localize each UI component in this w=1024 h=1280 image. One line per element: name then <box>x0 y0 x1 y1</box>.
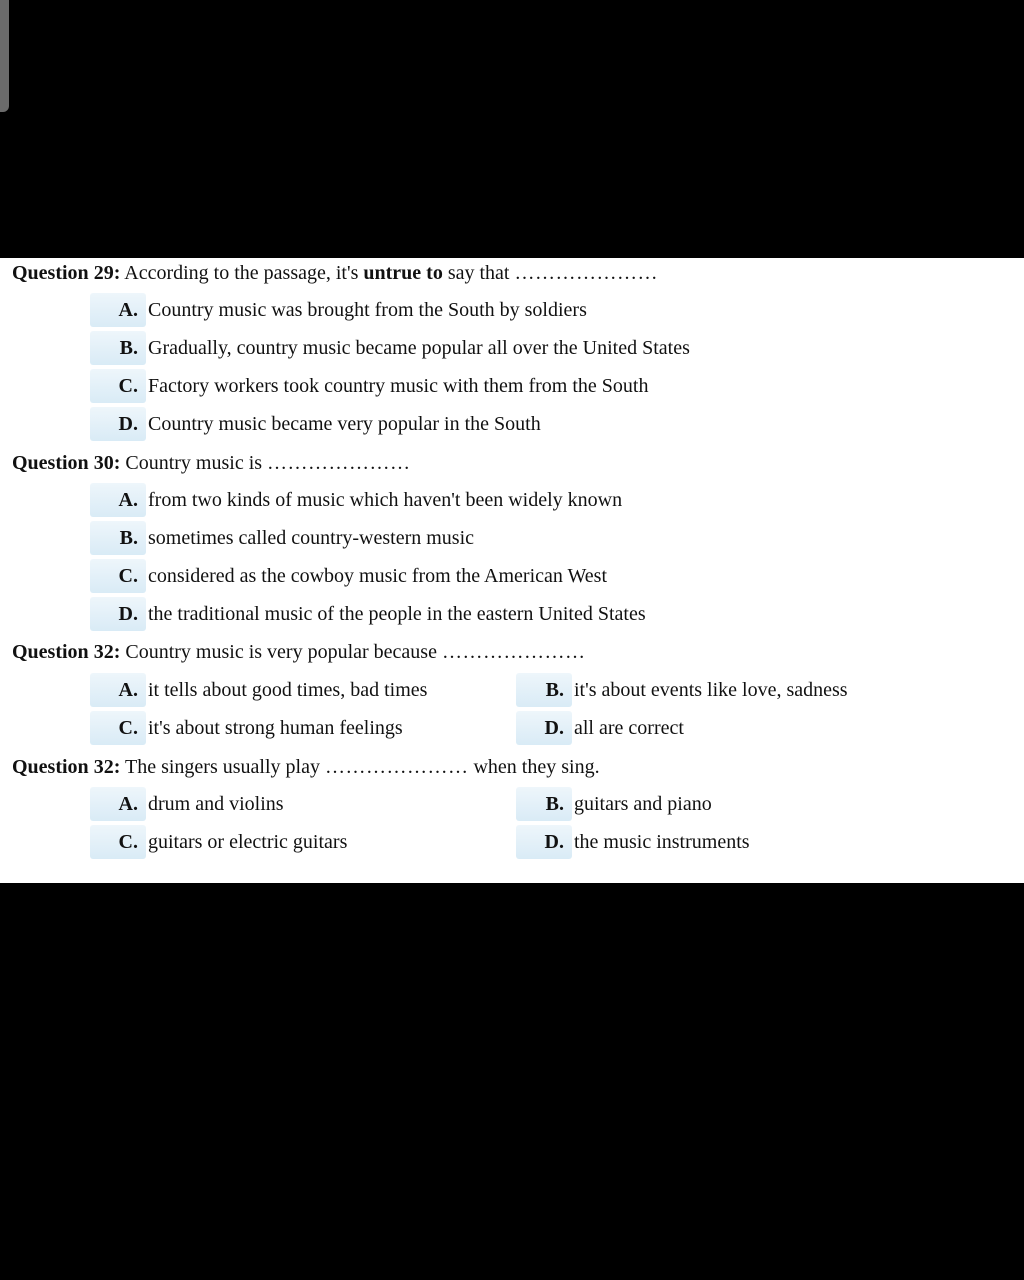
option-text: Gradually, country music became popular all over the United States <box>148 337 690 359</box>
option-text: guitars and piano <box>574 793 712 815</box>
option-letter: A. <box>90 673 146 707</box>
question-text: Country music is very popular because <box>125 641 437 663</box>
option-text: it's about strong human feelings <box>148 717 403 739</box>
option-text: it tells about good times, bad times <box>148 679 428 701</box>
option-text: it's about events like love, sadness <box>574 679 848 701</box>
option-text: the traditional music of the people in the eastern United States <box>148 603 646 625</box>
question-text-end: say that <box>447 262 510 284</box>
option-letter: D. <box>516 711 572 745</box>
option-text: Factory workers took country music with them from the South <box>148 375 649 397</box>
option-text: guitars or electric guitars <box>148 831 348 853</box>
option-text: considered as the cowboy music from the American West <box>148 565 608 587</box>
option-letter: D. <box>516 825 572 859</box>
option-letter: C. <box>90 711 146 745</box>
question-30-stem <box>12 450 411 476</box>
question-29-stem <box>12 260 658 286</box>
question-label: Question <box>12 452 89 474</box>
question-label: Question <box>12 641 89 663</box>
question-emphasis: untrue to <box>363 262 443 284</box>
option-letter: C. <box>90 825 146 859</box>
option-text: Country music was brought from the South by soldiers <box>148 299 587 321</box>
option-text: all are correct <box>574 717 684 739</box>
option-letter: B. <box>516 673 572 707</box>
answer-blank: ………………… <box>267 452 411 474</box>
option-text: the music instruments <box>574 831 750 853</box>
option-letter: A. <box>90 483 146 517</box>
answer-blank: ………………… <box>324 756 469 778</box>
question-32b-stem <box>12 754 600 780</box>
option-letter: D. <box>90 597 146 631</box>
option-letter: A. <box>90 293 146 327</box>
question-number: 32: <box>93 641 121 663</box>
option-letter: B. <box>90 521 146 555</box>
option-text: sometimes called country-western music <box>148 527 475 549</box>
answer-blank: ………………… <box>441 641 586 663</box>
question-label: Question <box>12 262 89 284</box>
option-letter: C. <box>90 369 146 403</box>
option-letter: C. <box>90 559 146 593</box>
answer-blank: ………………… <box>514 262 658 284</box>
option-text: Country music became very popular in the South <box>148 413 541 435</box>
question-label: Question <box>12 756 89 778</box>
option-letter: B. <box>516 787 572 821</box>
question-text-end: when they sing. <box>473 756 600 778</box>
question-number: 30: <box>93 452 121 474</box>
document-page <box>0 258 1024 883</box>
option-letter: B. <box>90 331 146 365</box>
question-text: According to the passage, it's <box>124 262 359 284</box>
question-number: 32: <box>93 756 121 778</box>
question-text: Country music is <box>125 452 263 474</box>
question-32a-stem <box>12 639 585 665</box>
option-letter: D. <box>90 407 146 441</box>
option-text: drum and violins <box>148 793 284 815</box>
question-text: The singers usually play <box>125 756 320 778</box>
option-text: from two kinds of music which haven't been widely known <box>148 489 623 511</box>
option-letter: A. <box>90 787 146 821</box>
edge-handle[interactable] <box>0 0 9 112</box>
question-number: 29: <box>93 262 121 284</box>
